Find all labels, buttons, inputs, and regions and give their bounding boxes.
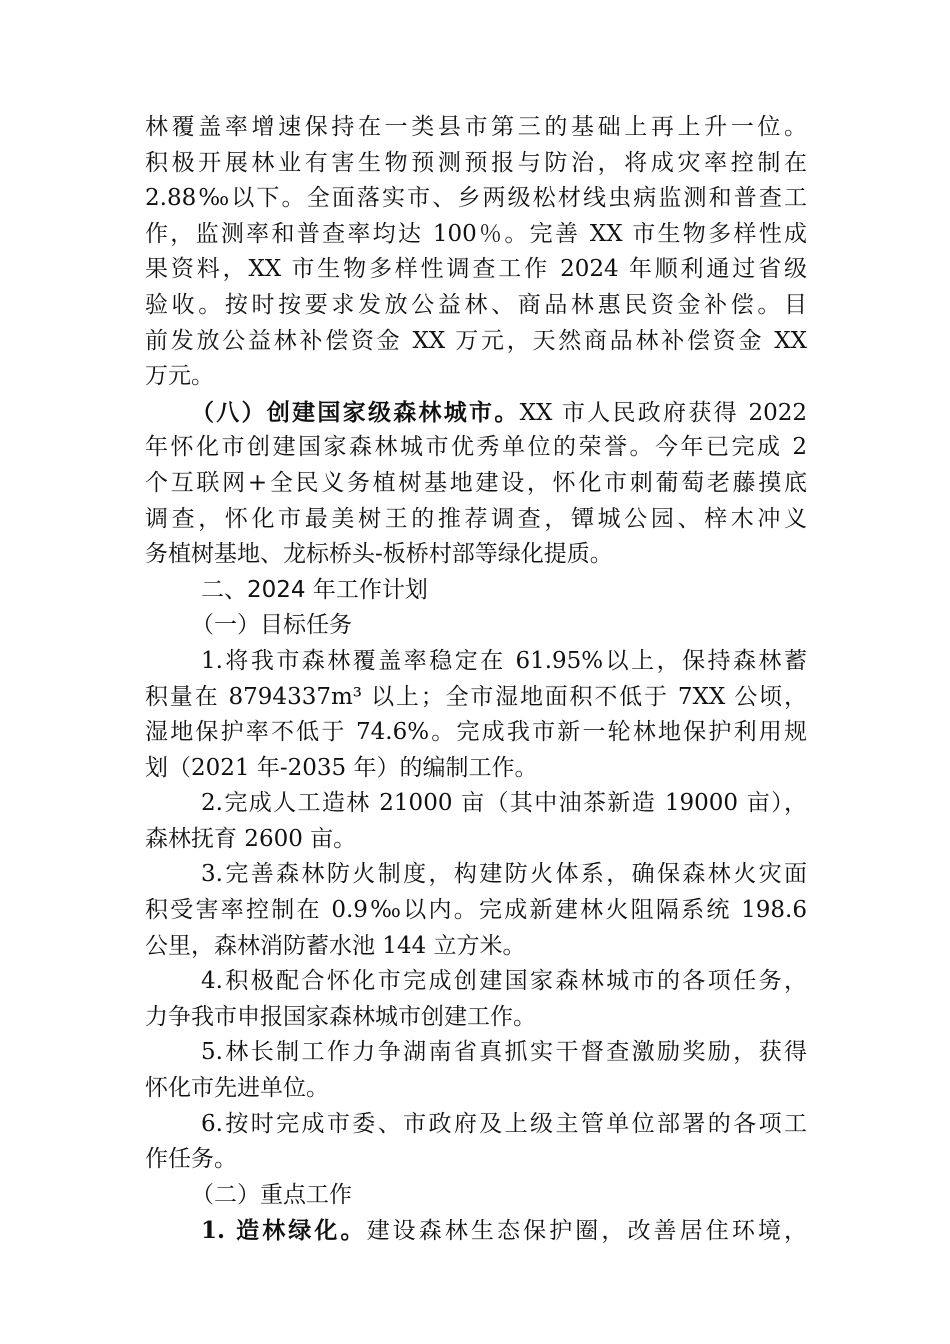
body-line: 万元。 xyxy=(145,363,214,390)
key-work-1-heading: 1. 造林绿化。 xyxy=(201,1217,367,1245)
body-line: 力争我市申报国家森林城市创建工作。 xyxy=(145,1003,536,1030)
body-line: 验收。按时按要求发放公益林、商品林惠民资金补偿。目 xyxy=(145,291,807,318)
document-page xyxy=(145,110,807,1249)
subsection-heading-key-work: （二）重点工作 xyxy=(191,1181,352,1208)
body-line: 森林抚育 2600 亩。 xyxy=(145,825,357,852)
body-line: 湿地保护率不低于 74.6%。完成我市新一轮林地保护利用规 xyxy=(145,719,807,746)
target-item-4: 4.积极配合怀化市完成创建国家森林城市的各项任务， xyxy=(201,968,807,995)
target-item-5: 5.林长制工作力争湖南省真抓实干督查激励奖励，获得 xyxy=(201,1039,807,1066)
key-work-item-1 xyxy=(145,1213,807,1249)
body-line: 划（2021 年-2035 年）的编制工作。 xyxy=(145,754,538,781)
section-8-heading: （八）创建国家级森林城市。 xyxy=(191,398,520,426)
target-item-6: 6.按时完成市委、市政府及上级主管单位部署的各项工 xyxy=(201,1110,807,1137)
body-line: 作任务。 xyxy=(145,1146,237,1173)
subsection-heading-targets: （一）目标任务 xyxy=(191,612,352,639)
body-line: 作，监测率和普查率均达 100％。完善 XX 市生物多样性成 xyxy=(145,220,807,247)
body-line: 怀化市先进单位。 xyxy=(145,1075,329,1102)
body-line: 调查，怀化市最美树王的推荐调查，镡城公园、梓木冲义 xyxy=(145,505,807,532)
key-work-1-text: 建设森林生态保护圈，改善居住环境， xyxy=(366,1218,807,1245)
target-item-2: 2.完成人工造林 21000 亩（其中油茶新造 19000 亩）， xyxy=(201,790,807,817)
body-line: 积受害率控制在 0.9‰以内。完成新建林火阻隔系统 198.6 xyxy=(145,897,807,924)
body-line: 年怀化市创建国家森林城市优秀单位的荣誉。今年已完成 2 xyxy=(145,434,807,461)
target-item-1: 1.将我市森林覆盖率稳定在 61.95%以上，保持森林蓄 xyxy=(201,647,807,674)
body-line: 积量在 8794337m³ 以上；全市湿地面积不低于 7XX 公顷， xyxy=(145,683,807,710)
body-line: 公里，森林消防蓄水池 144 立方米。 xyxy=(145,932,526,959)
body-line: 前发放公益林补偿资金 XX 万元，天然商品林补偿资金 XX xyxy=(145,327,807,354)
body-line: 2.88‰以下。全面落实市、乡两级松材线虫病监测和普查工 xyxy=(145,185,807,212)
body-line: 果资料，XX 市生物多样性调查工作 2024 年顺利通过省级 xyxy=(145,256,807,283)
section-8-first-line xyxy=(145,395,807,431)
body-line: 林覆盖率增速保持在一类县市第三的基础上再上升一位。 xyxy=(145,114,807,140)
body-line: 个互联网+全民义务植树基地建设，怀化市刺葡萄老藤摸底 xyxy=(145,469,807,496)
body-line: 积极开展林业有害生物预测预报与防治，将成灾率控制在 xyxy=(145,149,807,176)
section-8-text: XX 市人民政府获得 2022 xyxy=(519,399,808,426)
section-heading-2024-plan: 二、2024 年工作计划 xyxy=(201,576,428,603)
body-line: 务植树基地、龙标桥头-板桥村部等绿化提质。 xyxy=(145,541,613,568)
target-item-3: 3.完善森林防火制度，构建防火体系，确保森林火灾面 xyxy=(201,861,807,888)
